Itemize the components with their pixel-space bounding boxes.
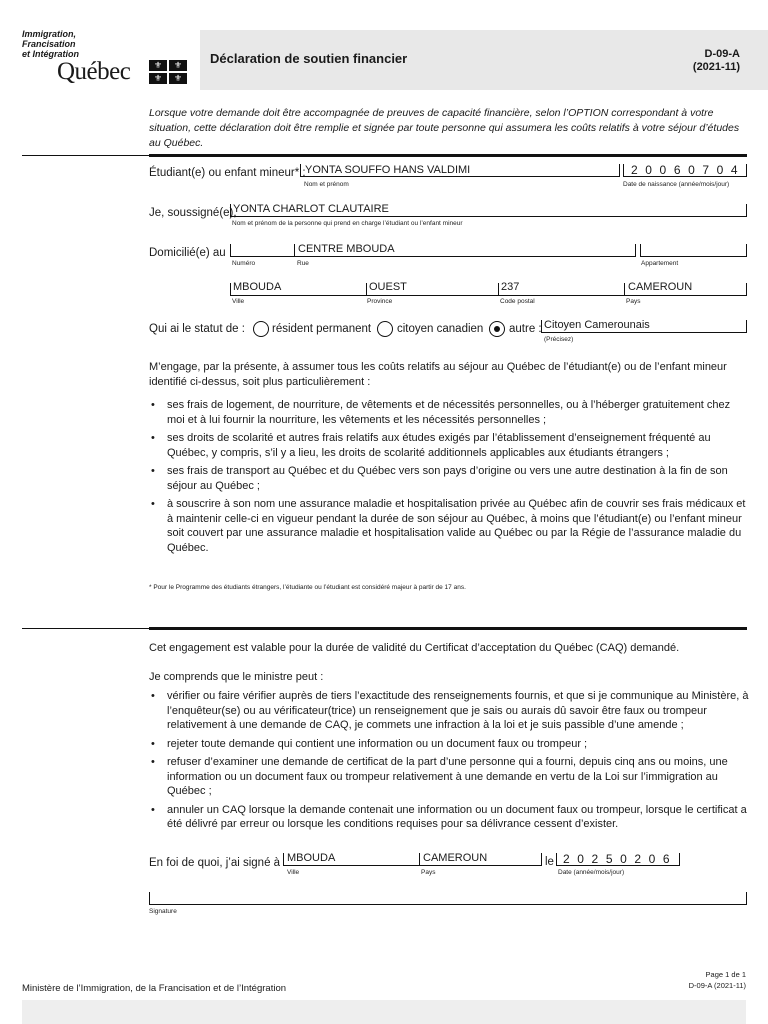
ministry-name	[22, 29, 142, 59]
footnote: * Pour le Programme des étudiants étrangers, l’étudiante ou l’étudiant est considéré majeur à partir de 17 ans.	[149, 584, 466, 591]
form-code-year: (2021-11)	[692, 61, 740, 73]
city-caption: Ville	[232, 298, 245, 305]
intro-text: Lorsque votre demande doit être accompagnée de preuves de capacité financière, selon l’OPTION correspondant à votre situation, cette déclaration doit être remplie et signée par toute personne qui assumera les coûts relatifs à votre séjour d’études au Québec.	[149, 107, 740, 149]
section-divider-left	[22, 155, 150, 156]
province-value: OUEST	[369, 281, 407, 293]
le-label: le	[545, 856, 554, 868]
student-name-value: YONTA SOUFFO HANS VALDIMI	[305, 164, 471, 176]
fleur-de-lis-flag-icon: ⚜ ⚜ ⚜ ⚜	[149, 60, 187, 84]
section-divider-left	[22, 628, 150, 629]
list-item: • ses frais de transport au Québec et du Québec vers son pays d’origine ou vers une autre destination à la fin de son séjour au Québec ;	[149, 464, 749, 493]
postal-code-caption: Code postal	[500, 298, 535, 305]
list-item: • ses frais de logement, de nourriture, de vêtements et de nécessités personnelles, ou à l’héberger gratuitement chez moi et à lui fournir la nourriture, les vêtements et les nécessités personnelles ;	[149, 398, 749, 427]
province-caption: Province	[367, 298, 393, 305]
city-value: MBOUDA	[233, 281, 282, 293]
other-status-value: Citoyen Camerounais	[544, 319, 650, 331]
signing-city-caption: Ville	[287, 869, 300, 876]
commitment-list	[149, 398, 749, 559]
radio-canadian-citizen[interactable]	[377, 321, 393, 337]
list-item: • vérifier ou faire vérifier auprès de tiers l’exactitude des renseignements fournis, et que si je communique au Ministère, à l’enquêteur(se) ou au vérificateur(trice) un renseignement que je sais ou aurais dû savoir être faux ou trompeur relativement à une demande de CAQ, je commets une infraction à la loi et je suis passible d’une amende ;	[149, 689, 749, 733]
list-item: • refuser d’examiner une demande de certificat de la part d’une personne qui a fourni, depuis cinq ans ou moins, une information ou un document faux ou trompeur relativement à une demande en vertu de la Loi sur l’immigration au Québec ;	[149, 755, 749, 799]
list-item: • ses droits de scolarité et autres frais relatifs aux études exigés par l’établissement d’enseignement fréquenté au Québec, y compris, s’il y a lieu, les droits de scolarité additionnels applicables aux étudiants étrangers ;	[149, 431, 749, 460]
footer-page-info	[660, 969, 746, 991]
signature-field[interactable]	[149, 892, 747, 905]
signing-label: En foi de quoi, j’ai signé à	[149, 857, 281, 869]
section-divider	[149, 154, 747, 157]
other-label: autre :	[509, 323, 542, 335]
validity-statement: Cet engagement est valable pour la durée de validité du Certificat d’acceptation du Québec (CAQ) demandé.	[149, 642, 680, 654]
form-title: Déclaration de soutien financier	[210, 51, 408, 66]
page-number: Page 1 de 1	[705, 970, 746, 979]
signature-caption: Signature	[149, 908, 177, 915]
address-label: Domicilié(e) au	[149, 247, 226, 259]
list-item: • annuler un CAQ lorsque la demande contenait une information ou un document faux ou trompeur, lorsque le certificat a été délivré par erreur ou lorsque les conditions requises pour sa délivrance cessent d’exister.	[149, 803, 749, 832]
form-code-number: D-09-A	[704, 48, 740, 60]
signing-date-value: 20250206	[563, 852, 678, 866]
undersigned-label: Je, soussigné(e),	[149, 207, 237, 219]
minister-powers-list	[149, 689, 749, 836]
list-item: • à souscrire à son nom une assurance maladie et hospitalisation privée au Québec afin de couvrir ses frais médicaux et à maintenir celle-ci en vigueur pendant la durée de son séjour au Québec, à moins que l’étudiant(e) ou l’enfant mineur soit couvert par une assurance maladie et hospitalisation valide au Québec ou par la Régie de l’assurance maladie du Québec.	[149, 497, 749, 555]
bottom-bar	[22, 1000, 746, 1024]
apartment-field[interactable]	[640, 244, 747, 257]
radio-permanent-resident[interactable]	[253, 321, 269, 337]
understand-heading: Je comprends que le ministre peut :	[149, 671, 324, 683]
country-caption: Pays	[626, 298, 641, 305]
list-item: • rejeter toute demande qui contient une information ou un document faux ou trompeur ;	[149, 737, 749, 752]
postal-code-value: 237	[501, 281, 520, 293]
form-code	[650, 48, 740, 74]
student-name-caption: Nom et prénom	[304, 181, 349, 188]
footer-ministry: Ministère de l’Immigration, de la Francisation et de l’Intégration	[22, 983, 287, 994]
address-street-value: CENTRE MBOUDA	[298, 243, 395, 255]
country-value: CAMEROUN	[628, 281, 693, 293]
address-number-caption: Numéro	[232, 260, 256, 267]
quebec-logo-text: Québec	[57, 58, 131, 85]
commitment-intro: M’engage, par la présente, à assumer tous les coûts relatifs au séjour au Québec de l’étudiant(e) ou de l’enfant mineur identifié ci-dessus, soit plus particulièrement :	[149, 361, 727, 388]
undersigned-caption: Nom et prénom de la personne qui prend en charge l’étudiant ou l’enfant mineur	[232, 220, 463, 227]
student-label: Étudiant(e) ou enfant mineur* :	[149, 167, 306, 179]
birth-date-caption: Date de naissance (année/mois/jour)	[623, 181, 730, 188]
address-number-field[interactable]	[230, 244, 294, 257]
section-divider	[149, 627, 747, 630]
status-label: Qui ai le statut de :	[149, 323, 245, 335]
birth-date-value: 20060704	[631, 163, 746, 177]
undersigned-name-value: YONTA CHARLOT CLAUTAIRE	[233, 203, 389, 215]
signing-date-caption: Date (année/mois/jour)	[558, 869, 625, 876]
radio-other[interactable]	[489, 321, 505, 337]
other-status-caption: (Précisez)	[544, 336, 574, 343]
ministry-line: Francisation	[22, 39, 76, 49]
signing-city-value: MBOUDA	[287, 852, 336, 864]
apartment-caption: Appartement	[641, 260, 679, 267]
permanent-resident-label: résident permanent	[272, 323, 372, 335]
signing-country-caption: Pays	[421, 869, 436, 876]
ministry-line: Immigration,	[22, 29, 77, 39]
ministry-line: et Intégration	[22, 49, 80, 59]
canadian-citizen-label: citoyen canadien	[397, 323, 484, 335]
signing-country-value: CAMEROUN	[423, 852, 488, 864]
footer-form-code: D-09-A (2021-11)	[688, 981, 746, 990]
address-street-caption: Rue	[297, 260, 309, 267]
